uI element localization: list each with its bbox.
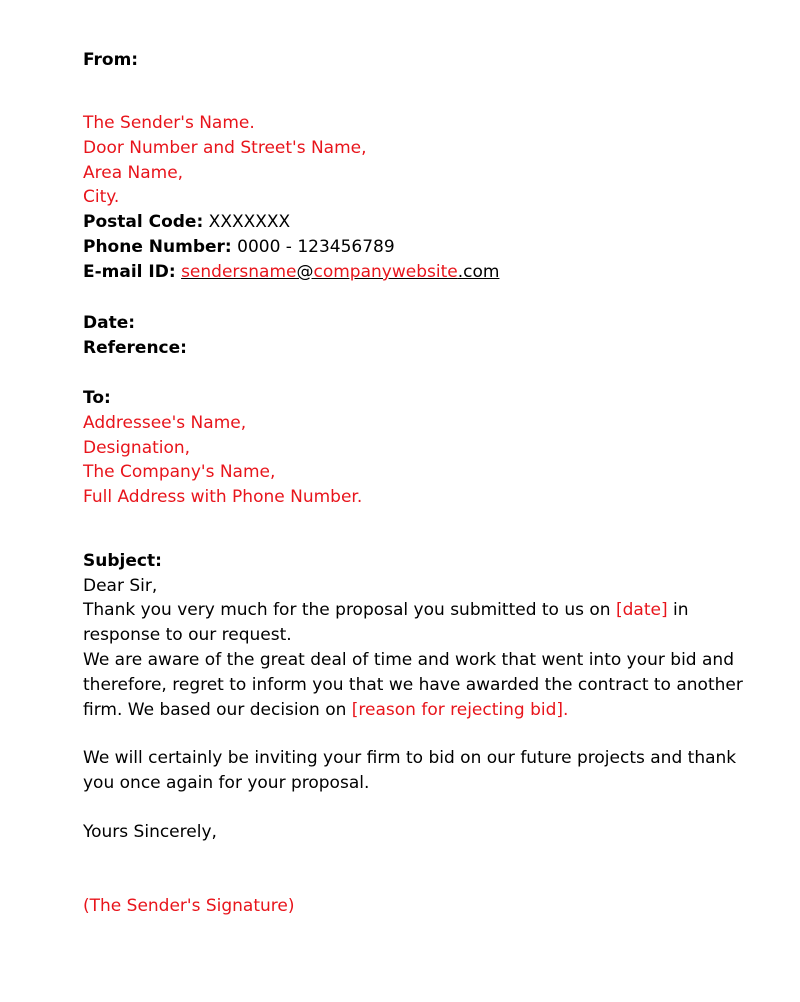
signature-placeholder: (The Sender's Signature) — [83, 896, 295, 916]
addressee-company: The Company's Name, — [83, 462, 276, 482]
phone-value: 0000 - 123456789 — [237, 237, 395, 257]
sender-name: The Sender's Name. — [83, 113, 255, 133]
phone-label: Phone Number: — [83, 237, 232, 257]
postal-code-value: XXXXXXX — [208, 212, 291, 232]
email-user: sendersname — [181, 262, 297, 282]
paragraph-3-line-1: We will certainly be inviting your firm to bid on our future projects and thank — [83, 748, 737, 768]
salutation: Dear Sir, — [83, 576, 158, 596]
addressee-designation: Designation, — [83, 438, 191, 458]
subject-label: Subject: — [83, 551, 162, 571]
sender-area: Area Name, — [83, 163, 184, 183]
postal-code-line — [83, 210, 290, 234]
email-tld: .com — [457, 262, 500, 282]
to-label: To: — [83, 388, 111, 408]
paragraph-2-line-2: therefore, regret to inform you that we have awarded the contract to another — [83, 675, 743, 695]
paragraph-1-line-2: response to our request. — [83, 625, 292, 645]
paragraph-2-line-3 — [83, 698, 568, 722]
sender-street: Door Number and Street's Name, — [83, 138, 367, 158]
from-label: From: — [83, 50, 139, 70]
email-line — [83, 260, 499, 284]
paragraph-3-line-2: you once again for your proposal. — [83, 773, 370, 793]
email-domain: companywebsite — [313, 262, 458, 282]
p1-text-b: in — [673, 600, 689, 620]
date-label: Date: — [83, 313, 136, 333]
date-placeholder: [date] — [615, 600, 668, 620]
postal-code-label: Postal Code: — [83, 212, 204, 232]
email-label: E-mail ID: — [83, 262, 176, 282]
reference-label: Reference: — [83, 338, 187, 358]
p2-text-a: firm. We based our decision on — [83, 700, 347, 720]
addressee-name: Addressee's Name, — [83, 413, 247, 433]
closing: Yours Sincerely, — [83, 822, 217, 842]
paragraph-1-line-1 — [83, 598, 689, 622]
addressee-address: Full Address with Phone Number. — [83, 487, 363, 507]
sender-city: City. — [83, 187, 120, 207]
paragraph-2-line-1: We are aware of the great deal of time and work that went into your bid and — [83, 650, 734, 670]
email-at: @ — [296, 262, 314, 282]
email-link[interactable] — [181, 262, 499, 282]
phone-line — [83, 235, 395, 259]
p1-text-a: Thank you very much for the proposal you submitted to us on — [83, 600, 611, 620]
reason-placeholder: [reason for rejecting bid]. — [351, 700, 569, 720]
